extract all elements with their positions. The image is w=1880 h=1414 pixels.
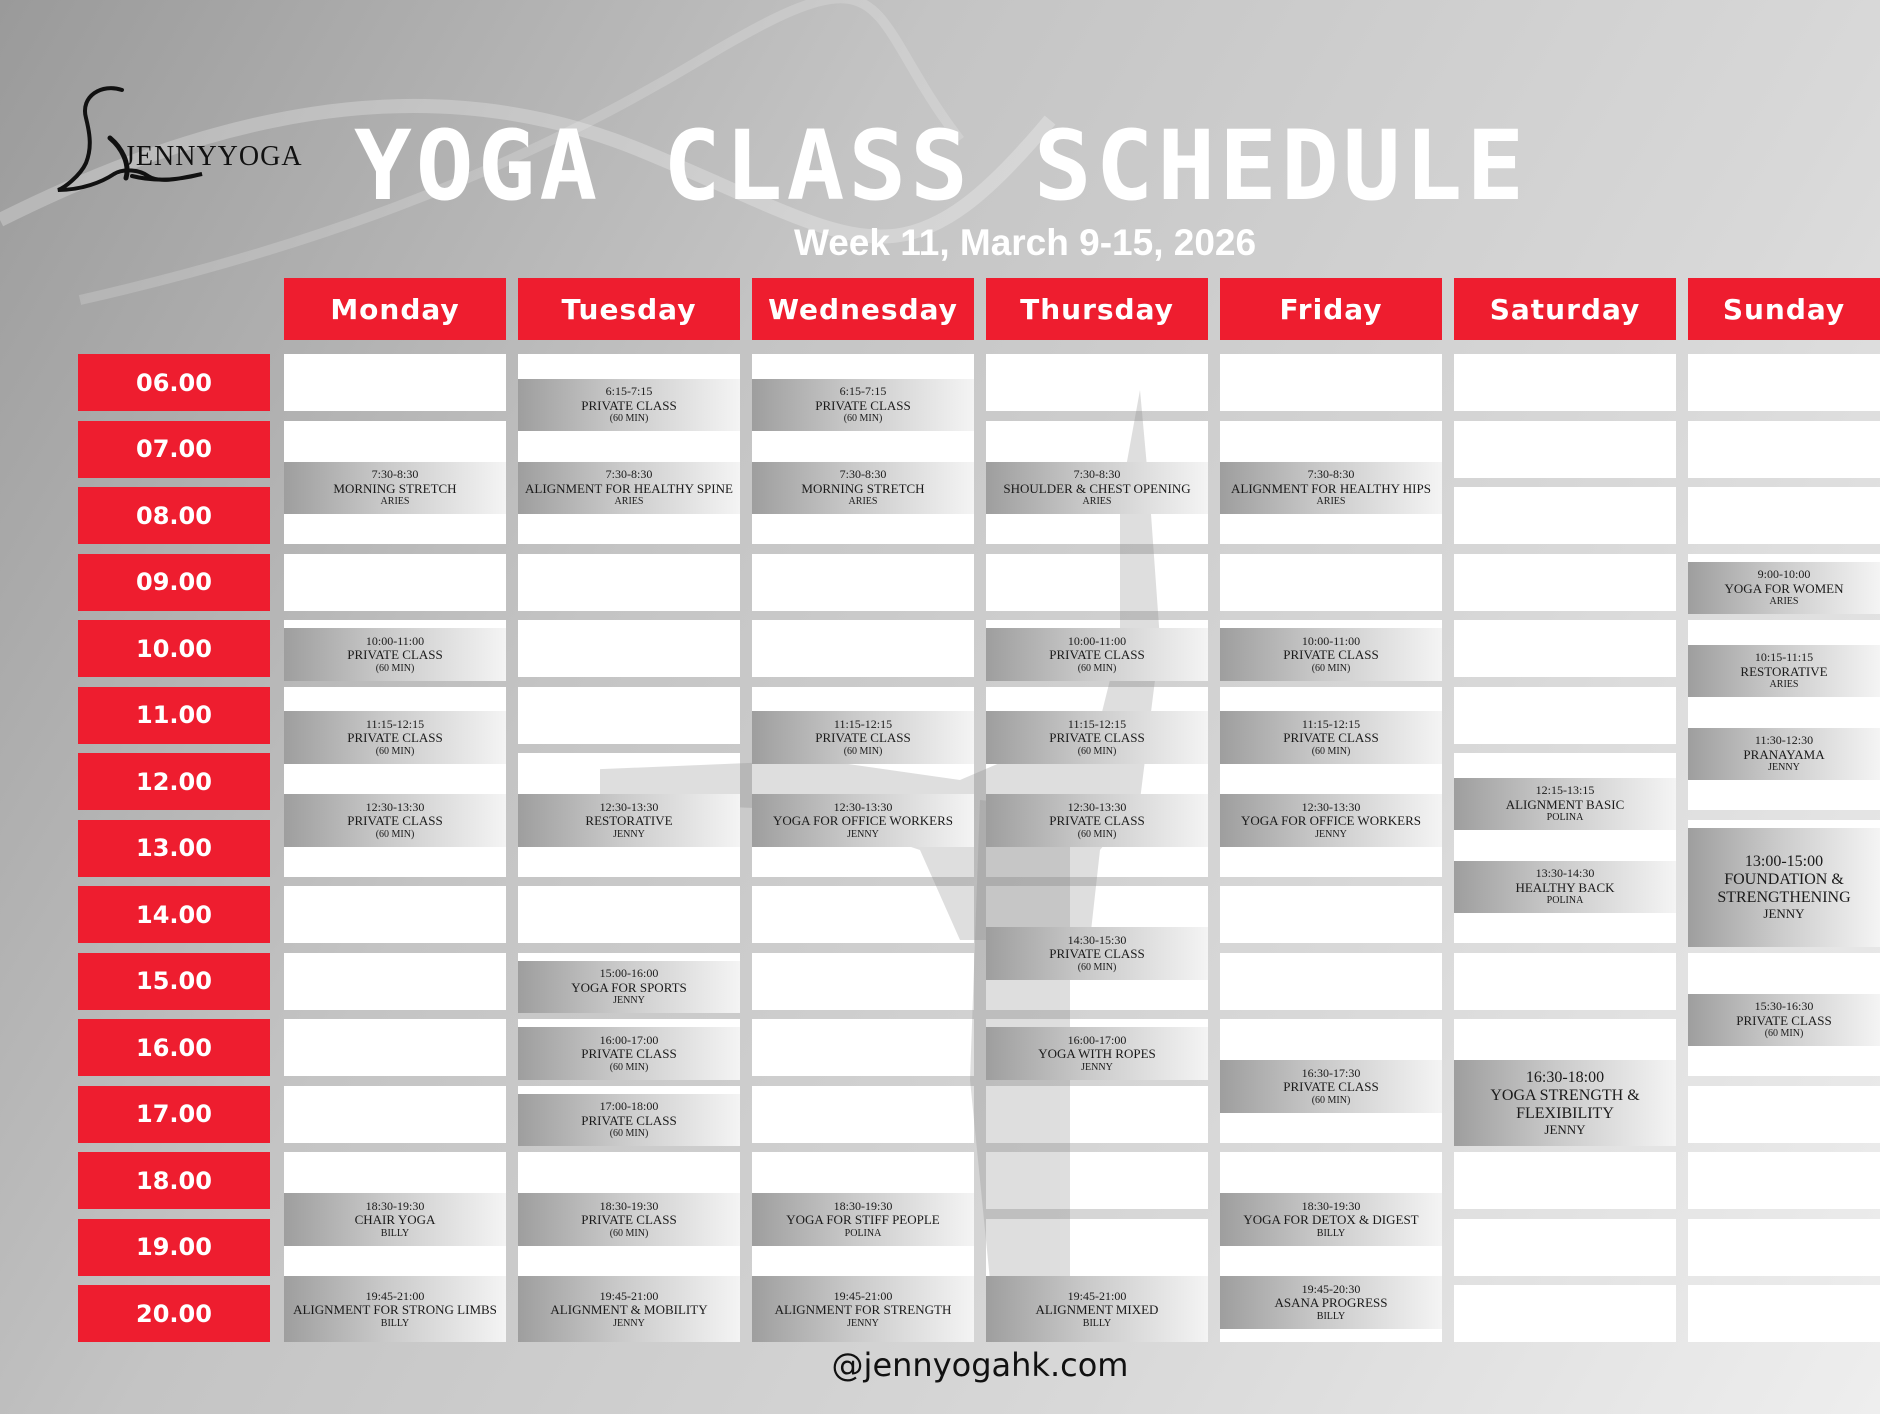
class-block[interactable] [1220, 1276, 1442, 1329]
schedule-cell [1454, 354, 1676, 411]
class-instructor: ARIES [1082, 496, 1112, 508]
class-instructor: JENNY [613, 828, 645, 840]
class-block[interactable] [284, 711, 506, 764]
class-time: 12:15-13:15 [1535, 783, 1595, 798]
schedule-cell [284, 354, 506, 411]
class-instructor: POLINA [844, 1227, 882, 1239]
class-instructor: JENNY [847, 828, 879, 840]
time-label: 11.00 [78, 687, 270, 744]
class-instructor: (60 MIN) [843, 745, 883, 757]
time-label: 10.00 [78, 620, 270, 677]
class-name: YOGA WITH ROPES [1038, 1046, 1156, 1062]
class-block[interactable] [284, 628, 506, 681]
schedule-cell [1454, 1285, 1676, 1342]
class-name: PRIVATE CLASS [1283, 647, 1379, 663]
schedule-cell [284, 554, 506, 611]
schedule-cell [1688, 421, 1880, 478]
time-label: 12.00 [78, 753, 270, 810]
class-instructor: JENNY [847, 1317, 879, 1329]
class-block[interactable] [986, 927, 1208, 980]
class-instructor: (60 MIN) [1311, 745, 1351, 757]
class-name: PRIVATE CLASS [347, 647, 443, 663]
class-block[interactable] [986, 1027, 1208, 1080]
time-label: 09.00 [78, 554, 270, 611]
class-time: 12:30-13:30 [365, 799, 425, 814]
schedule-cell [1688, 487, 1880, 544]
schedule-cell [1688, 354, 1880, 411]
schedule-cell [1688, 1152, 1880, 1209]
class-block[interactable] [752, 1276, 974, 1342]
class-block[interactable] [284, 794, 506, 847]
class-block[interactable] [1220, 462, 1442, 515]
class-block[interactable] [752, 1193, 974, 1246]
class-instructor: ARIES [1769, 596, 1799, 608]
class-time: 7:30-8:30 [371, 467, 419, 482]
class-name: ALIGNMENT BASIC [1505, 796, 1625, 812]
logo-wordmark: JENNYYOGA [124, 141, 303, 172]
class-time: 10:00-11:00 [1067, 633, 1127, 648]
class-name: PRANAYAMA [1743, 746, 1825, 762]
class-time: 15:30-16:30 [1754, 999, 1814, 1014]
class-time: 6:15-7:15 [839, 384, 887, 399]
class-instructor: (60 MIN) [609, 1227, 649, 1239]
schedule-cell [1454, 421, 1676, 478]
class-time: 17:00-18:00 [599, 1099, 659, 1114]
class-block[interactable] [1220, 628, 1442, 681]
time-label: 16.00 [78, 1019, 270, 1076]
schedule-cell [1454, 554, 1676, 611]
time-label: 15.00 [78, 953, 270, 1010]
class-time: 18:30-19:30 [365, 1198, 425, 1213]
class-block[interactable] [1454, 861, 1676, 914]
class-name: YOGA FOR OFFICE WORKERS [773, 813, 953, 829]
class-name: PRIVATE CLASS [1283, 730, 1379, 746]
class-instructor: (60 MIN) [1764, 1028, 1804, 1040]
class-time: 11:30-12:30 [1754, 733, 1814, 748]
class-block[interactable] [1220, 794, 1442, 847]
class-time: 11:15-12:15 [833, 716, 893, 731]
class-instructor: (60 MIN) [375, 745, 415, 757]
class-time: 7:30-8:30 [839, 467, 887, 482]
class-instructor: BILLY [1082, 1317, 1112, 1329]
class-time: 7:30-8:30 [1307, 467, 1355, 482]
day-header-thursday: Thursday [986, 278, 1208, 340]
class-block[interactable] [986, 1276, 1208, 1342]
schedule-cell [1454, 487, 1676, 544]
schedule-cell [1688, 1086, 1880, 1143]
class-name: ASANA PROGRESS [1274, 1295, 1388, 1311]
class-name: YOGA FOR SPORTS [571, 979, 687, 995]
class-time: 11:15-12:15 [1301, 716, 1361, 731]
class-instructor: ARIES [380, 496, 410, 508]
class-block[interactable] [1454, 778, 1676, 831]
time-label: 17.00 [78, 1086, 270, 1143]
class-instructor: JENNY [1315, 828, 1347, 840]
class-block[interactable] [518, 379, 740, 432]
class-block[interactable] [986, 711, 1208, 764]
class-time: 10:00-11:00 [365, 633, 425, 648]
class-block[interactable] [284, 1193, 506, 1246]
class-name: RESTORATIVE [585, 813, 673, 829]
time-label: 19.00 [78, 1219, 270, 1276]
class-block[interactable] [518, 1193, 740, 1246]
class-block[interactable] [1220, 1060, 1442, 1113]
class-instructor: (60 MIN) [375, 828, 415, 840]
class-block[interactable] [1688, 728, 1880, 781]
schedule-cell [284, 1086, 506, 1143]
class-block[interactable] [1688, 994, 1880, 1047]
class-block[interactable] [752, 462, 974, 515]
class-name: ALIGNMENT & MOBILITY [550, 1302, 708, 1318]
schedule-cell [1688, 1219, 1880, 1276]
class-instructor: POLINA [1546, 812, 1584, 824]
class-name: ALIGNMENT FOR HEALTHY SPINE [525, 480, 733, 496]
class-time: 11:15-12:15 [365, 716, 425, 731]
class-name: PRIVATE CLASS [347, 730, 443, 746]
class-instructor: ARIES [614, 496, 644, 508]
class-time: 11:15-12:15 [1067, 716, 1127, 731]
class-instructor: POLINA [1546, 895, 1584, 907]
class-name: PRIVATE CLASS [581, 1112, 677, 1128]
class-time: 16:00-17:00 [1067, 1032, 1127, 1047]
day-header-saturday: Saturday [1454, 278, 1676, 340]
day-header-tuesday: Tuesday [518, 278, 740, 340]
schedule-cell [284, 886, 506, 943]
class-block[interactable] [986, 628, 1208, 681]
class-name: MORNING STRETCH [801, 480, 925, 496]
class-name: PRIVATE CLASS [1049, 730, 1145, 746]
class-name: PRIVATE CLASS [1049, 647, 1145, 663]
class-instructor: (60 MIN) [1077, 828, 1117, 840]
class-name: ALIGNMENT FOR HEALTHY HIPS [1231, 480, 1431, 496]
class-name: SHOULDER & CHEST OPENING [1003, 480, 1191, 496]
class-time: 7:30-8:30 [605, 467, 653, 482]
class-name: FOUNDATION & STRENGTHENING [1717, 870, 1851, 906]
class-instructor: JENNY [613, 995, 645, 1007]
class-time: 10:15-11:15 [1754, 650, 1814, 665]
class-name: PRIVATE CLASS [1049, 813, 1145, 829]
class-time: 19:45-21:00 [1067, 1288, 1127, 1303]
class-block[interactable] [518, 1094, 740, 1147]
class-block[interactable] [284, 1276, 506, 1342]
time-label: 14.00 [78, 886, 270, 943]
schedule-cell [1454, 687, 1676, 744]
class-instructor: ARIES [1769, 679, 1799, 691]
class-time: 16:30-18:00 [1525, 1068, 1605, 1086]
class-instructor: BILLY [1316, 1311, 1346, 1323]
class-block[interactable] [986, 462, 1208, 515]
class-name: ALIGNMENT MIXED [1035, 1302, 1159, 1318]
class-name: ALIGNMENT FOR STRONG LIMBS [293, 1302, 497, 1318]
class-instructor: (60 MIN) [1311, 662, 1351, 674]
class-time: 18:30-19:30 [1301, 1198, 1361, 1213]
class-block[interactable] [284, 462, 506, 515]
class-instructor: (60 MIN) [375, 662, 415, 674]
class-time: 16:00-17:00 [599, 1032, 659, 1047]
class-instructor: (60 MIN) [1077, 745, 1117, 757]
page-subtitle: Week 11, March 9-15, 2026 [793, 222, 1257, 263]
class-instructor: (60 MIN) [843, 413, 883, 425]
class-time: 19:45-20:30 [1301, 1282, 1361, 1297]
class-time: 13:30-14:30 [1535, 866, 1595, 881]
schedule-cell [1454, 620, 1676, 677]
schedule-cell [1454, 1219, 1676, 1276]
class-block[interactable] [1220, 711, 1442, 764]
class-name: RESTORATIVE [1740, 663, 1828, 679]
class-time: 7:30-8:30 [1073, 467, 1121, 482]
class-instructor: (60 MIN) [609, 1128, 649, 1140]
class-block[interactable] [752, 379, 974, 432]
schedule-cell [284, 953, 506, 1010]
time-label: 18.00 [78, 1152, 270, 1209]
day-header-wednesday: Wednesday [752, 278, 974, 340]
class-name: PRIVATE CLASS [581, 1212, 677, 1228]
class-time: 14:30-15:30 [1067, 932, 1127, 947]
class-block[interactable] [518, 462, 740, 515]
class-instructor: BILLY [380, 1227, 410, 1239]
footer-handle[interactable]: @jennyogahk.com [831, 1346, 1129, 1384]
time-label: 06.00 [78, 354, 270, 411]
class-time: 12:30-13:30 [599, 799, 659, 814]
class-time: 15:00-16:00 [599, 966, 659, 981]
class-block[interactable] [1688, 562, 1880, 615]
class-instructor: JENNY [613, 1317, 645, 1329]
class-instructor: (60 MIN) [609, 1061, 649, 1073]
class-block[interactable] [1688, 645, 1880, 698]
class-name: HEALTHY BACK [1515, 879, 1615, 895]
class-instructor: BILLY [380, 1317, 410, 1329]
class-name: MORNING STRETCH [333, 480, 457, 496]
class-time: 19:45-21:00 [599, 1288, 659, 1303]
class-block[interactable] [518, 794, 740, 847]
class-name: PRIVATE CLASS [1049, 946, 1145, 962]
time-label: 07.00 [78, 421, 270, 478]
class-instructor: (60 MIN) [1077, 961, 1117, 973]
class-time: 16:30-17:30 [1301, 1065, 1361, 1080]
schedule-cell [1454, 1152, 1676, 1209]
class-block[interactable] [752, 711, 974, 764]
class-instructor: (60 MIN) [1077, 662, 1117, 674]
day-header-sunday: Sunday [1688, 278, 1880, 340]
time-label: 13.00 [78, 820, 270, 877]
class-block[interactable] [1688, 828, 1880, 947]
class-name: PRIVATE CLASS [1283, 1079, 1379, 1095]
class-time: 19:45-21:00 [833, 1288, 893, 1303]
class-block[interactable] [518, 1027, 740, 1080]
class-name: PRIVATE CLASS [1736, 1012, 1832, 1028]
class-block[interactable] [752, 794, 974, 847]
time-label: 08.00 [78, 487, 270, 544]
class-name: YOGA STRENGTH & FLEXIBILITY [1490, 1086, 1640, 1122]
class-name: PRIVATE CLASS [347, 813, 443, 829]
class-block[interactable] [1220, 1193, 1442, 1246]
class-instructor: ARIES [848, 496, 878, 508]
class-instructor: JENNY [1768, 762, 1800, 774]
schedule-cell [284, 1019, 506, 1076]
schedule-cell [1688, 1285, 1880, 1342]
class-name: YOGA FOR OFFICE WORKERS [1241, 813, 1421, 829]
class-name: PRIVATE CLASS [815, 730, 911, 746]
class-time: 19:45-21:00 [365, 1288, 425, 1303]
class-name: PRIVATE CLASS [581, 1046, 677, 1062]
class-instructor: (60 MIN) [1311, 1094, 1351, 1106]
class-block[interactable] [518, 1276, 740, 1342]
class-time: 6:15-7:15 [605, 384, 653, 399]
class-time: 18:30-19:30 [833, 1198, 893, 1213]
class-time: 12:30-13:30 [1301, 799, 1361, 814]
class-name: PRIVATE CLASS [815, 397, 911, 413]
class-instructor: ARIES [1316, 496, 1346, 508]
class-name: YOGA FOR WOMEN [1724, 580, 1844, 596]
class-instructor: JENNY [1081, 1061, 1113, 1073]
day-header-friday: Friday [1220, 278, 1442, 340]
day-header-monday: Monday [284, 278, 506, 340]
page-title: YOGA CLASS SCHEDULE [354, 110, 1529, 222]
class-block[interactable] [986, 794, 1208, 847]
class-instructor: JENNY [1763, 905, 1805, 921]
class-instructor: (60 MIN) [609, 413, 649, 425]
class-instructor: JENNY [1544, 1121, 1586, 1137]
class-instructor: BILLY [1316, 1227, 1346, 1239]
class-name: CHAIR YOGA [354, 1212, 436, 1228]
class-name: YOGA FOR STIFF PEOPLE [786, 1212, 940, 1228]
class-block[interactable] [1454, 1060, 1676, 1146]
class-time: 12:30-13:30 [1067, 799, 1127, 814]
class-time: 10:00-11:00 [1301, 633, 1361, 648]
class-name: YOGA FOR DETOX & DIGEST [1243, 1212, 1419, 1228]
class-name: ALIGNMENT FOR STRENGTH [774, 1302, 952, 1318]
schedule-cell [1454, 953, 1676, 1010]
class-block[interactable] [518, 961, 740, 1014]
class-time: 13:00-15:00 [1744, 852, 1824, 870]
class-time: 18:30-19:30 [599, 1198, 659, 1213]
time-label: 20.00 [78, 1285, 270, 1342]
class-time: 9:00-10:00 [1757, 567, 1811, 582]
class-name: PRIVATE CLASS [581, 397, 677, 413]
class-time: 12:30-13:30 [833, 799, 893, 814]
